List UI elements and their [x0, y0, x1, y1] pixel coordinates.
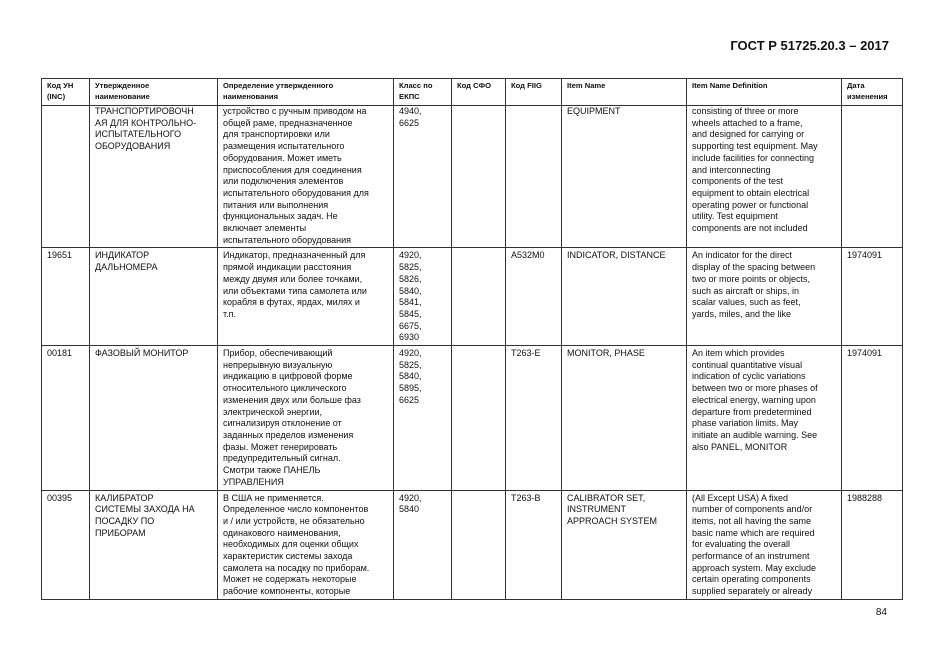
table-row	[42, 490, 903, 599]
cell-code-fiig: T263-E	[506, 346, 562, 490]
header-approved-name: Утвержденное наименование	[90, 79, 218, 106]
table-row	[42, 346, 903, 490]
cell-class-ekps: 4920, 5840	[394, 490, 452, 599]
cell-definition: устройство с ручным приводом на общей раме, предназначенное для транспортировки или размещения испытательного оборудования. Может иметь приспособления для соединения или подключения элементов испытательного оборудования для питания или выполнения функциональных задач. Не включает элементы испытательного оборудования	[218, 106, 394, 248]
cell-approved-name: ФАЗОВЫЙ МОНИТОР	[90, 346, 218, 490]
cell-code-inc: 00395	[42, 490, 90, 599]
cell-code-sfo	[452, 106, 506, 248]
cell-class-ekps: 4940, 6625	[394, 106, 452, 248]
cell-code-inc: 19651	[42, 248, 90, 346]
cell-approved-name: КАЛИБРАТОР СИСТЕМЫ ЗАХОДА НА ПОСАДКУ ПО ПРИБОРАМ	[90, 490, 218, 599]
cell-code-inc	[42, 106, 90, 248]
cell-definition: Прибор, обеспечивающий непрерывную визуальную индикацию в цифровой форме относительного циклического изменения двух или больше фаз электрической энергии, сигнализируя отклонение от заданных пределов изменения фазы. Может генерировать предупредительный сигнал. Смотри также ПАНЕЛЬ УПРАВЛЕНИЯ	[218, 346, 394, 490]
header-item-name: Item Name	[562, 79, 687, 106]
cell-item-name: CALIBRATOR SET, INSTRUMENT APPROACH SYSTEM	[562, 490, 687, 599]
table-row	[42, 248, 903, 346]
cell-item-definition: (All Except USA) A fixed number of components and/or items, not all having the same basic name which are required for evaluating the overall performance of an instrument approach system. May exclude certain operating components supplied separately or already	[687, 490, 842, 599]
cell-code-sfo	[452, 248, 506, 346]
page-number: 84	[875, 607, 887, 618]
cell-code-sfo	[452, 490, 506, 599]
cell-change-date: 1974091	[842, 248, 903, 346]
header-code-fiig: Код FIIG	[506, 79, 562, 106]
cell-item-definition: consisting of three or more wheels attached to a frame, and designed for carrying or supporting test equipment. May include facilities for connecting and interconnecting components of the test equipment to obtain electrical operating power or functional utility. Test equipment components are not included	[687, 106, 842, 248]
cell-item-definition: An indicator for the direct display of the spacing between two or more points or objects, such as aircraft or ships, in scalar values, such as feet, yards, miles, and the like	[687, 248, 842, 346]
cell-definition: Индикатор, предназначенный для прямой индикации расстояния между двумя или более точками, или объектами типа самолета или корабля в футах, ярдах, милях и т.п.	[218, 248, 394, 346]
table-header-row	[42, 79, 903, 106]
cell-item-name: EQUIPMENT	[562, 106, 687, 248]
cell-code-fiig	[506, 106, 562, 248]
cell-class-ekps: 4920, 5825, 5840, 5895, 6625	[394, 346, 452, 490]
cell-code-fiig: A532M0	[506, 248, 562, 346]
classification-table	[41, 78, 903, 600]
header-code-inc: Код УН (INC)	[42, 79, 90, 106]
cell-code-sfo	[452, 346, 506, 490]
cell-item-definition: An item which provides continual quantitative visual indication of cyclic variations between two or more phases of electrical energy, warning upon departure from predetermined phase variation limits. May initiate an audible warning. See also PANEL, MONITOR	[687, 346, 842, 490]
cell-change-date	[842, 106, 903, 248]
cell-definition: В США не применяется. Определенное число компонентов и / или устройств, не обязательно одинакового наименования, необходимых для оценки общих характеристик системы захода самолета на посадку по приборам. Может не содержать некоторые рабочие компоненты, которые	[218, 490, 394, 599]
cell-code-inc: 00181	[42, 346, 90, 490]
cell-approved-name: ИНДИКАТОР ДАЛЬНОМЕРА	[90, 248, 218, 346]
cell-code-fiig: T263-B	[506, 490, 562, 599]
cell-change-date: 1974091	[842, 346, 903, 490]
cell-change-date: 1988288	[842, 490, 903, 599]
table-row	[42, 106, 903, 248]
cell-item-name: INDICATOR, DISTANCE	[562, 248, 687, 346]
cell-item-name: MONITOR, PHASE	[562, 346, 687, 490]
header-code-sfo: Код СФО	[452, 79, 506, 106]
cell-class-ekps: 4920, 5825, 5826, 5840, 5841, 5845, 6675, 6930	[394, 248, 452, 346]
document-title: ГОСТ Р 51725.20.3 – 2017	[730, 38, 889, 53]
header-change-date: Дата изменения	[842, 79, 903, 106]
header-class-ekps: Класс по ЕКПС	[394, 79, 452, 106]
cell-approved-name: ТРАНСПОРТИРОВОЧН АЯ ДЛЯ КОНТРОЛЬНО- ИСПЫТАТЕЛЬНОГО ОБОРУДОВАНИЯ	[90, 106, 218, 248]
header-item-definition: Item Name Definition	[687, 79, 842, 106]
header-definition: Определение утвержденного наименования	[218, 79, 394, 106]
